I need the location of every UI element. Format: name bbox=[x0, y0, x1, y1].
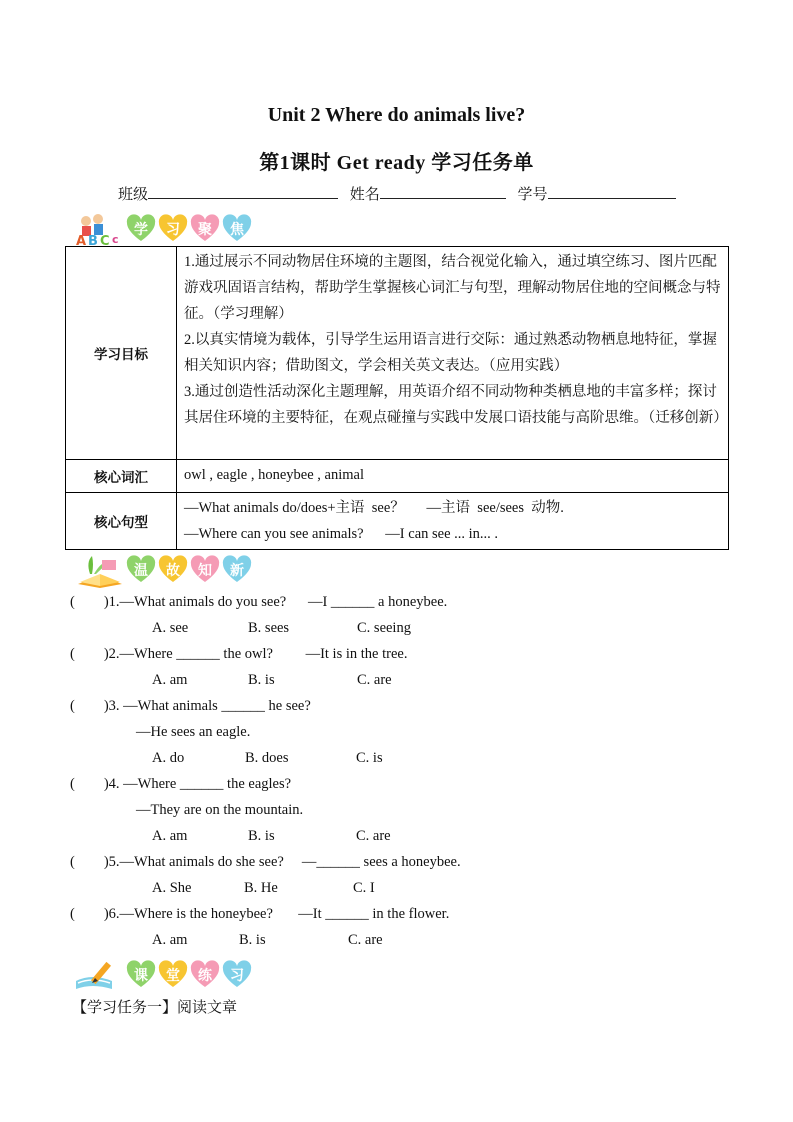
heart-badge-icon: 聚 bbox=[190, 214, 220, 244]
page-subtitle: 第1课时 Get ready 学习任务单 bbox=[259, 152, 534, 174]
sentence-pattern: —What animals do/does+主语 see？ —主语 see/sees 动物. bbox=[184, 500, 564, 516]
option[interactable]: B. sees bbox=[248, 620, 290, 636]
number-blank[interactable] bbox=[548, 182, 676, 199]
option[interactable]: B. is bbox=[239, 932, 266, 948]
objective-item: 3.通过创造性活动深化主题理解，用英语介绍不同动物种类栖息地的丰富多样；探讨其居住环境的主要特征，在观点碰撞与实践中发展口语技能与高阶思维。（迁移创新） bbox=[184, 384, 728, 426]
heart-badge-icon: 习 bbox=[158, 214, 188, 244]
option[interactable]: A. am bbox=[152, 828, 188, 844]
option[interactable]: C. I bbox=[353, 880, 375, 896]
heart-badge-icon: 焦 bbox=[222, 214, 252, 244]
objective-item: 1.通过展示不同动物居住环境的主题图，结合视觉化输入，通过填空练习、图片匹配游戏巩固语言结构，帮助学生掌握核心词汇与句型，理解动物居住地的空间概念与特征。（学习理解） bbox=[184, 254, 721, 322]
heart-badge-icon: 练 bbox=[190, 960, 220, 990]
heart-badge-icon: 课 bbox=[126, 960, 156, 990]
page-title: Unit 2 Where do animals live? bbox=[267, 104, 526, 126]
sentences-label: 核心句型 bbox=[66, 493, 177, 550]
question-5: ( )5.—What animals do she see? —______ sees a honeybee. bbox=[70, 854, 461, 870]
sentences-cell bbox=[177, 493, 729, 550]
option[interactable]: A. see bbox=[152, 620, 189, 636]
heart-badge-icon: 学 bbox=[126, 214, 156, 244]
question-3-answer-line: —He sees an eagle. bbox=[136, 724, 251, 740]
name-blank[interactable] bbox=[380, 182, 506, 199]
svg-text:A: A bbox=[76, 234, 87, 247]
vocab-cell: owl , eagle , honeybee , animal bbox=[177, 460, 729, 493]
svg-text:C: C bbox=[100, 234, 110, 247]
table-row bbox=[66, 493, 729, 550]
objective-item: 2.以真实情境为载体，引导学生运用语言进行交际：通过熟悉动物栖息地特征，掌握相关知识内容；借助图文，学会相关英文表达。（应用实践） bbox=[184, 332, 717, 374]
option[interactable]: C. are bbox=[357, 672, 392, 688]
svg-text:B: B bbox=[88, 234, 98, 247]
table-row bbox=[66, 460, 729, 493]
question-1: ( )1.—What animals do you see? —I ______ a honeybee. bbox=[70, 594, 448, 610]
table-row bbox=[66, 247, 729, 460]
option[interactable]: B. is bbox=[248, 672, 275, 688]
heart-badge-icon: 习 bbox=[222, 960, 252, 990]
vocab-label: 核心词汇 bbox=[66, 460, 177, 493]
option[interactable]: A. am bbox=[152, 932, 188, 948]
option[interactable]: C. are bbox=[348, 932, 383, 948]
question-4: ( )4. —Where ______ the eagles? bbox=[70, 776, 292, 792]
heart-badge-icon: 堂 bbox=[158, 960, 188, 990]
option[interactable]: B. does bbox=[245, 750, 289, 766]
question-6: ( )6.—Where is the honeybee? —It ______ in the flower. bbox=[70, 906, 450, 922]
heart-badge-icon: 新 bbox=[222, 555, 252, 585]
task-1-heading: 【学习任务一】阅读文章 bbox=[72, 998, 238, 1016]
option[interactable]: B. is bbox=[248, 828, 275, 844]
question-4-answer-line: —They are on the mountain. bbox=[136, 802, 304, 818]
book-plant-icon bbox=[72, 554, 124, 586]
option[interactable]: C. are bbox=[356, 828, 391, 844]
section-banner-practice bbox=[72, 958, 252, 992]
heart-badge-icon: 故 bbox=[158, 555, 188, 585]
option[interactable]: A. do bbox=[152, 750, 185, 766]
notebook-pencil-icon bbox=[72, 959, 124, 991]
student-info-fields bbox=[118, 182, 684, 204]
svg-text:c: c bbox=[112, 233, 119, 246]
section-banner-focus bbox=[72, 212, 252, 246]
learning-goals-table bbox=[65, 246, 729, 550]
option[interactable]: A. She bbox=[152, 880, 192, 896]
name-label: 姓名 bbox=[349, 187, 380, 203]
section-banner-review bbox=[72, 553, 252, 587]
class-label: 班级 bbox=[118, 187, 149, 203]
option[interactable]: C. seeing bbox=[357, 620, 411, 636]
option[interactable]: A. am bbox=[152, 672, 188, 688]
objectives-label: 学习目标 bbox=[66, 247, 177, 460]
sentence-pattern: —Where can you see animals? —I can see ... in... . bbox=[184, 526, 499, 542]
option[interactable]: B. He bbox=[244, 880, 278, 896]
option[interactable]: C. is bbox=[356, 750, 383, 766]
question-3: ( )3. —What animals ______ he see? bbox=[70, 698, 311, 714]
kids-abc-icon bbox=[72, 213, 124, 245]
class-blank[interactable] bbox=[148, 182, 338, 199]
number-label: 学号 bbox=[517, 187, 548, 203]
question-2: ( )2.—Where ______ the owl? —It is in the tree. bbox=[70, 646, 408, 662]
heart-badge-icon: 温 bbox=[126, 555, 156, 585]
heart-badge-icon: 知 bbox=[190, 555, 220, 585]
objectives-cell bbox=[177, 247, 729, 460]
